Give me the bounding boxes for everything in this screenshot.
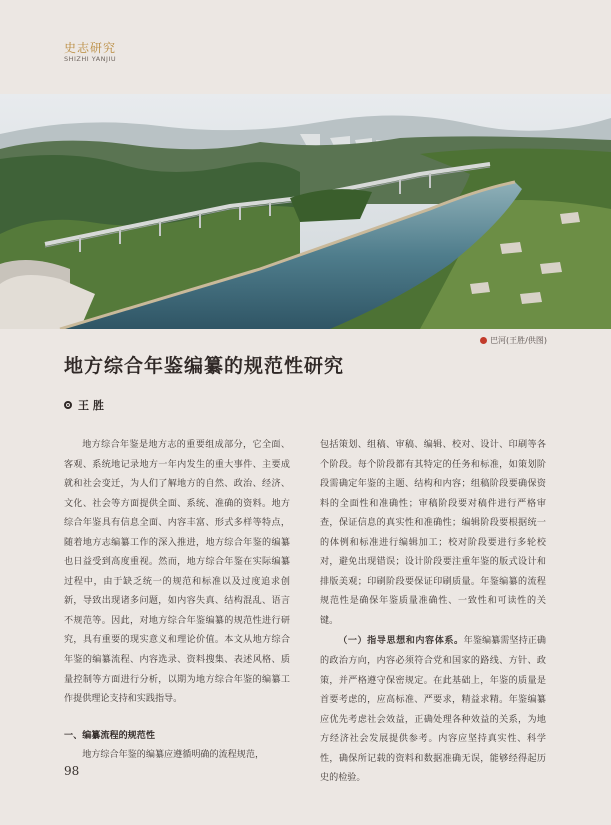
subsection-paragraph <box>320 631 546 788</box>
author-bullet-icon <box>64 401 72 409</box>
hero-photo <box>0 94 611 329</box>
subsection-heading: （一）指导思想和内容体系。 <box>338 635 464 647</box>
author-line <box>64 397 104 413</box>
author-name: 王 胜 <box>78 399 104 412</box>
photo-caption-text: 巴河(王胜/供图) <box>490 336 547 345</box>
section-intro-paragraph: 地方综合年鉴的编纂应遵循明确的流程规范， <box>82 750 265 761</box>
article-title: 地方综合年鉴编纂的规范性研究 <box>64 355 345 377</box>
article-column-left <box>64 436 290 766</box>
body-paragraph: 包括策划、组稿、审稿、编辑、校对、设计、印刷等各个阶段。每个阶段都有其特定的任务和标准，如策划阶段需确定年鉴的主题、结构和内容；组稿阶段要确保资料的全面性和准确性；审稿阶段要对稿件进行严格审查，保证信息的真实性和准确性；编辑阶段要根据统一的体例和标准进行编辑加工；校对阶段要进行多轮校对，避免出现错误；设计阶段要注重年鉴的版式设计和排版美观；印刷阶段要保证印刷质量。年鉴编纂的流程规范性是确保年鉴质量准确性、一致性和可读性的关键。 <box>320 440 546 626</box>
column-header <box>64 41 116 64</box>
column-title: 史志研究 <box>64 41 117 55</box>
section-heading: 一、编纂流程的规范性 <box>64 730 155 741</box>
photo-caption <box>480 335 547 346</box>
intro-paragraph: 地方综合年鉴是地方志的重要组成部分，它全面、客观、系统地记录地方一年内发生的重大事件、主要成就和社会变迁，为人们了解地方的自然、政治、经济、文化、社会等方面提供全面、系统、准确的资料。地方综合年鉴具有信息全面、内容丰富、形式多样等特点，随着地方志编纂工作的深入推进，地方综合年鉴的编纂也日益受到高度重视。然而，地方综合年鉴在实际编纂过程中，由于缺乏统一的规范和标准以及过度追求创新，导致出现诸多问题，如内容失真、结构混乱、语言不规范等。因此，对地方综合年鉴编纂的规范性进行研究，具有重要的现实意义和理论价值。本文从地方综合年鉴的编纂流程、内容选录、资料搜集、表述风格、质量控制等方面进行分析，以期为地方综合年鉴的编纂工作提供理论支持和实践指导。 <box>64 440 290 705</box>
article-column-right <box>320 436 546 789</box>
caption-bullet-icon <box>480 337 487 344</box>
column-title-pinyin: SHIZHI YANJIU <box>64 55 117 63</box>
subsection-text: 年鉴编纂需坚持正确的政治方向，内容必须符合党和国家的路线、方针、政策，并严格遵守保密规定。在此基础上，年鉴的质量是首要考虑的，应高标准、严要求，精益求精。年鉴编纂应优先考虑社会效益，正确处理各种效益的关系，为地方经济社会发展提供参考。内容应坚持真实性、科学性，确保所记载的资料和数据准确无误，能够经得起历史的检验。 <box>320 636 546 784</box>
page-number: 98 <box>64 764 80 778</box>
